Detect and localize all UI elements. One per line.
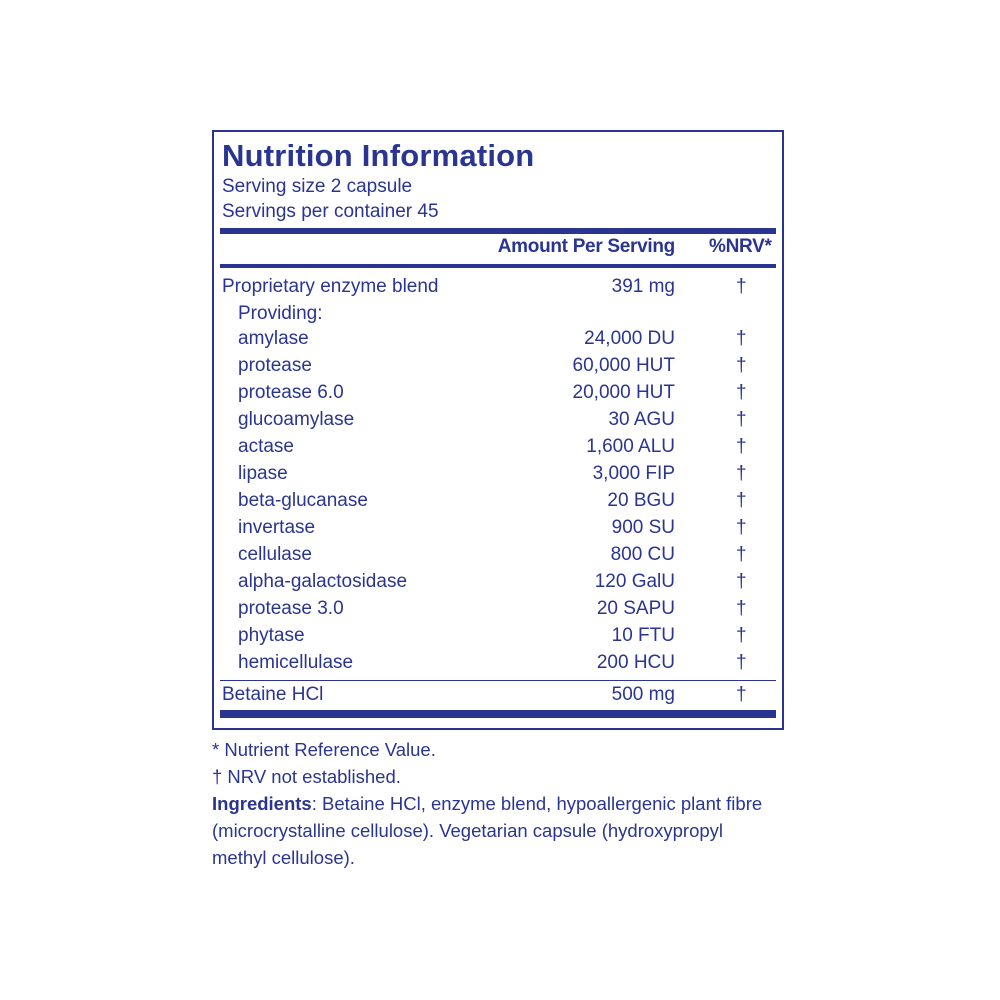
nutrient-amount: 24,000 DU: [584, 328, 675, 349]
nutrient-name: invertase: [238, 517, 316, 538]
nutrient-nrv: †: [736, 355, 747, 376]
table-row: [214, 276, 782, 302]
servings-per-container: Servings per container 45: [222, 201, 439, 222]
nutrient-amount: 120 GalU: [594, 571, 675, 592]
table-row: [214, 355, 782, 381]
nutrient-nrv: †: [736, 409, 747, 430]
nutrient-name: Providing:: [238, 303, 323, 324]
nutrient-nrv: †: [736, 652, 747, 673]
nutrient-name: hemicellulase: [238, 652, 354, 673]
nutrient-name: protease: [238, 355, 312, 376]
table-row: [214, 303, 782, 329]
table-row: [214, 571, 782, 597]
ingredients-label: Ingredients: [212, 793, 312, 814]
nutrient-amount: 60,000 HUT: [572, 355, 675, 376]
nutrient-amount: 10 FTU: [611, 625, 675, 646]
header-nrv: %NRV*: [709, 236, 772, 257]
nutrient-nrv: †: [736, 436, 747, 457]
nutrient-name: amylase: [238, 328, 309, 349]
nutrient-name: lipase: [238, 463, 288, 484]
nutrient-nrv: †: [736, 463, 747, 484]
nutrient-name: alpha-galactosidase: [238, 571, 408, 592]
nutrient-amount: 20 SAPU: [596, 598, 675, 619]
nutrient-amount: 391 mg: [611, 276, 675, 297]
nutrient-amount: 30 AGU: [608, 409, 675, 430]
nutrition-panel: [212, 130, 784, 730]
nutrient-name: actase: [238, 436, 294, 457]
nutrient-name: protease 3.0: [238, 598, 344, 619]
nutrient-nrv: †: [736, 382, 747, 403]
table-row: [214, 652, 782, 678]
nutrient-amount: 20 BGU: [607, 490, 675, 511]
nutrient-amount: 800 CU: [610, 544, 675, 565]
nutrient-name: glucoamylase: [238, 409, 355, 430]
table-row: [214, 328, 782, 354]
nutrient-nrv: †: [736, 684, 747, 705]
panel-title: Nutrition Information: [222, 138, 535, 173]
nutrient-name: Proprietary enzyme blend: [222, 276, 439, 297]
nutrient-name: beta-glucanase: [238, 490, 368, 511]
nutrient-name: protease 6.0: [238, 382, 344, 403]
ingredients-text: : Betaine HCl, enzyme blend, hypoallergenic plant fibre (microcrystalline cellulose). Vegetarian capsule (hydroxypropyl methyl cellulose).: [212, 793, 763, 868]
nutrient-name: Betaine HCl: [222, 684, 324, 705]
table-row: [214, 463, 782, 489]
row-divider: [220, 680, 776, 681]
nutrient-nrv: †: [736, 625, 747, 646]
header-bottom-bar: [220, 264, 776, 268]
footer-bar: [220, 710, 776, 718]
footnotes: [212, 736, 772, 871]
table-row: [214, 598, 782, 624]
nutrient-nrv: †: [736, 571, 747, 592]
nutrient-name: phytase: [238, 625, 305, 646]
table-row: [214, 382, 782, 408]
nutrient-amount: 3,000 FIP: [592, 463, 675, 484]
table-row: [214, 684, 782, 710]
table-row: [214, 517, 782, 543]
header-amount-per-serving: Amount Per Serving: [497, 236, 675, 257]
nutrient-amount: 1,600 ALU: [586, 436, 675, 457]
serving-size: Serving size 2 capsule: [222, 176, 413, 197]
nutrient-amount: 500 mg: [611, 684, 675, 705]
nutrient-nrv: †: [736, 517, 747, 538]
nutrient-nrv: †: [736, 544, 747, 565]
dagger-footnote: † NRV not established.: [212, 766, 401, 787]
nutrient-nrv: †: [736, 598, 747, 619]
nutrient-nrv: †: [736, 328, 747, 349]
ingredients-paragraph: [212, 790, 772, 871]
table-row: [214, 544, 782, 570]
nutrient-amount: 900 SU: [611, 517, 675, 538]
table-row: [214, 409, 782, 435]
nutrient-amount: 200 HCU: [596, 652, 675, 673]
nrv-footnote: * Nutrient Reference Value.: [212, 739, 436, 760]
header-top-bar: [220, 228, 776, 234]
nutrient-nrv: †: [736, 276, 747, 297]
table-row: [214, 436, 782, 462]
table-row: [214, 490, 782, 516]
nutrient-name: cellulase: [238, 544, 312, 565]
nutrient-nrv: †: [736, 490, 747, 511]
nutrient-amount: 20,000 HUT: [572, 382, 675, 403]
table-row: [214, 625, 782, 651]
